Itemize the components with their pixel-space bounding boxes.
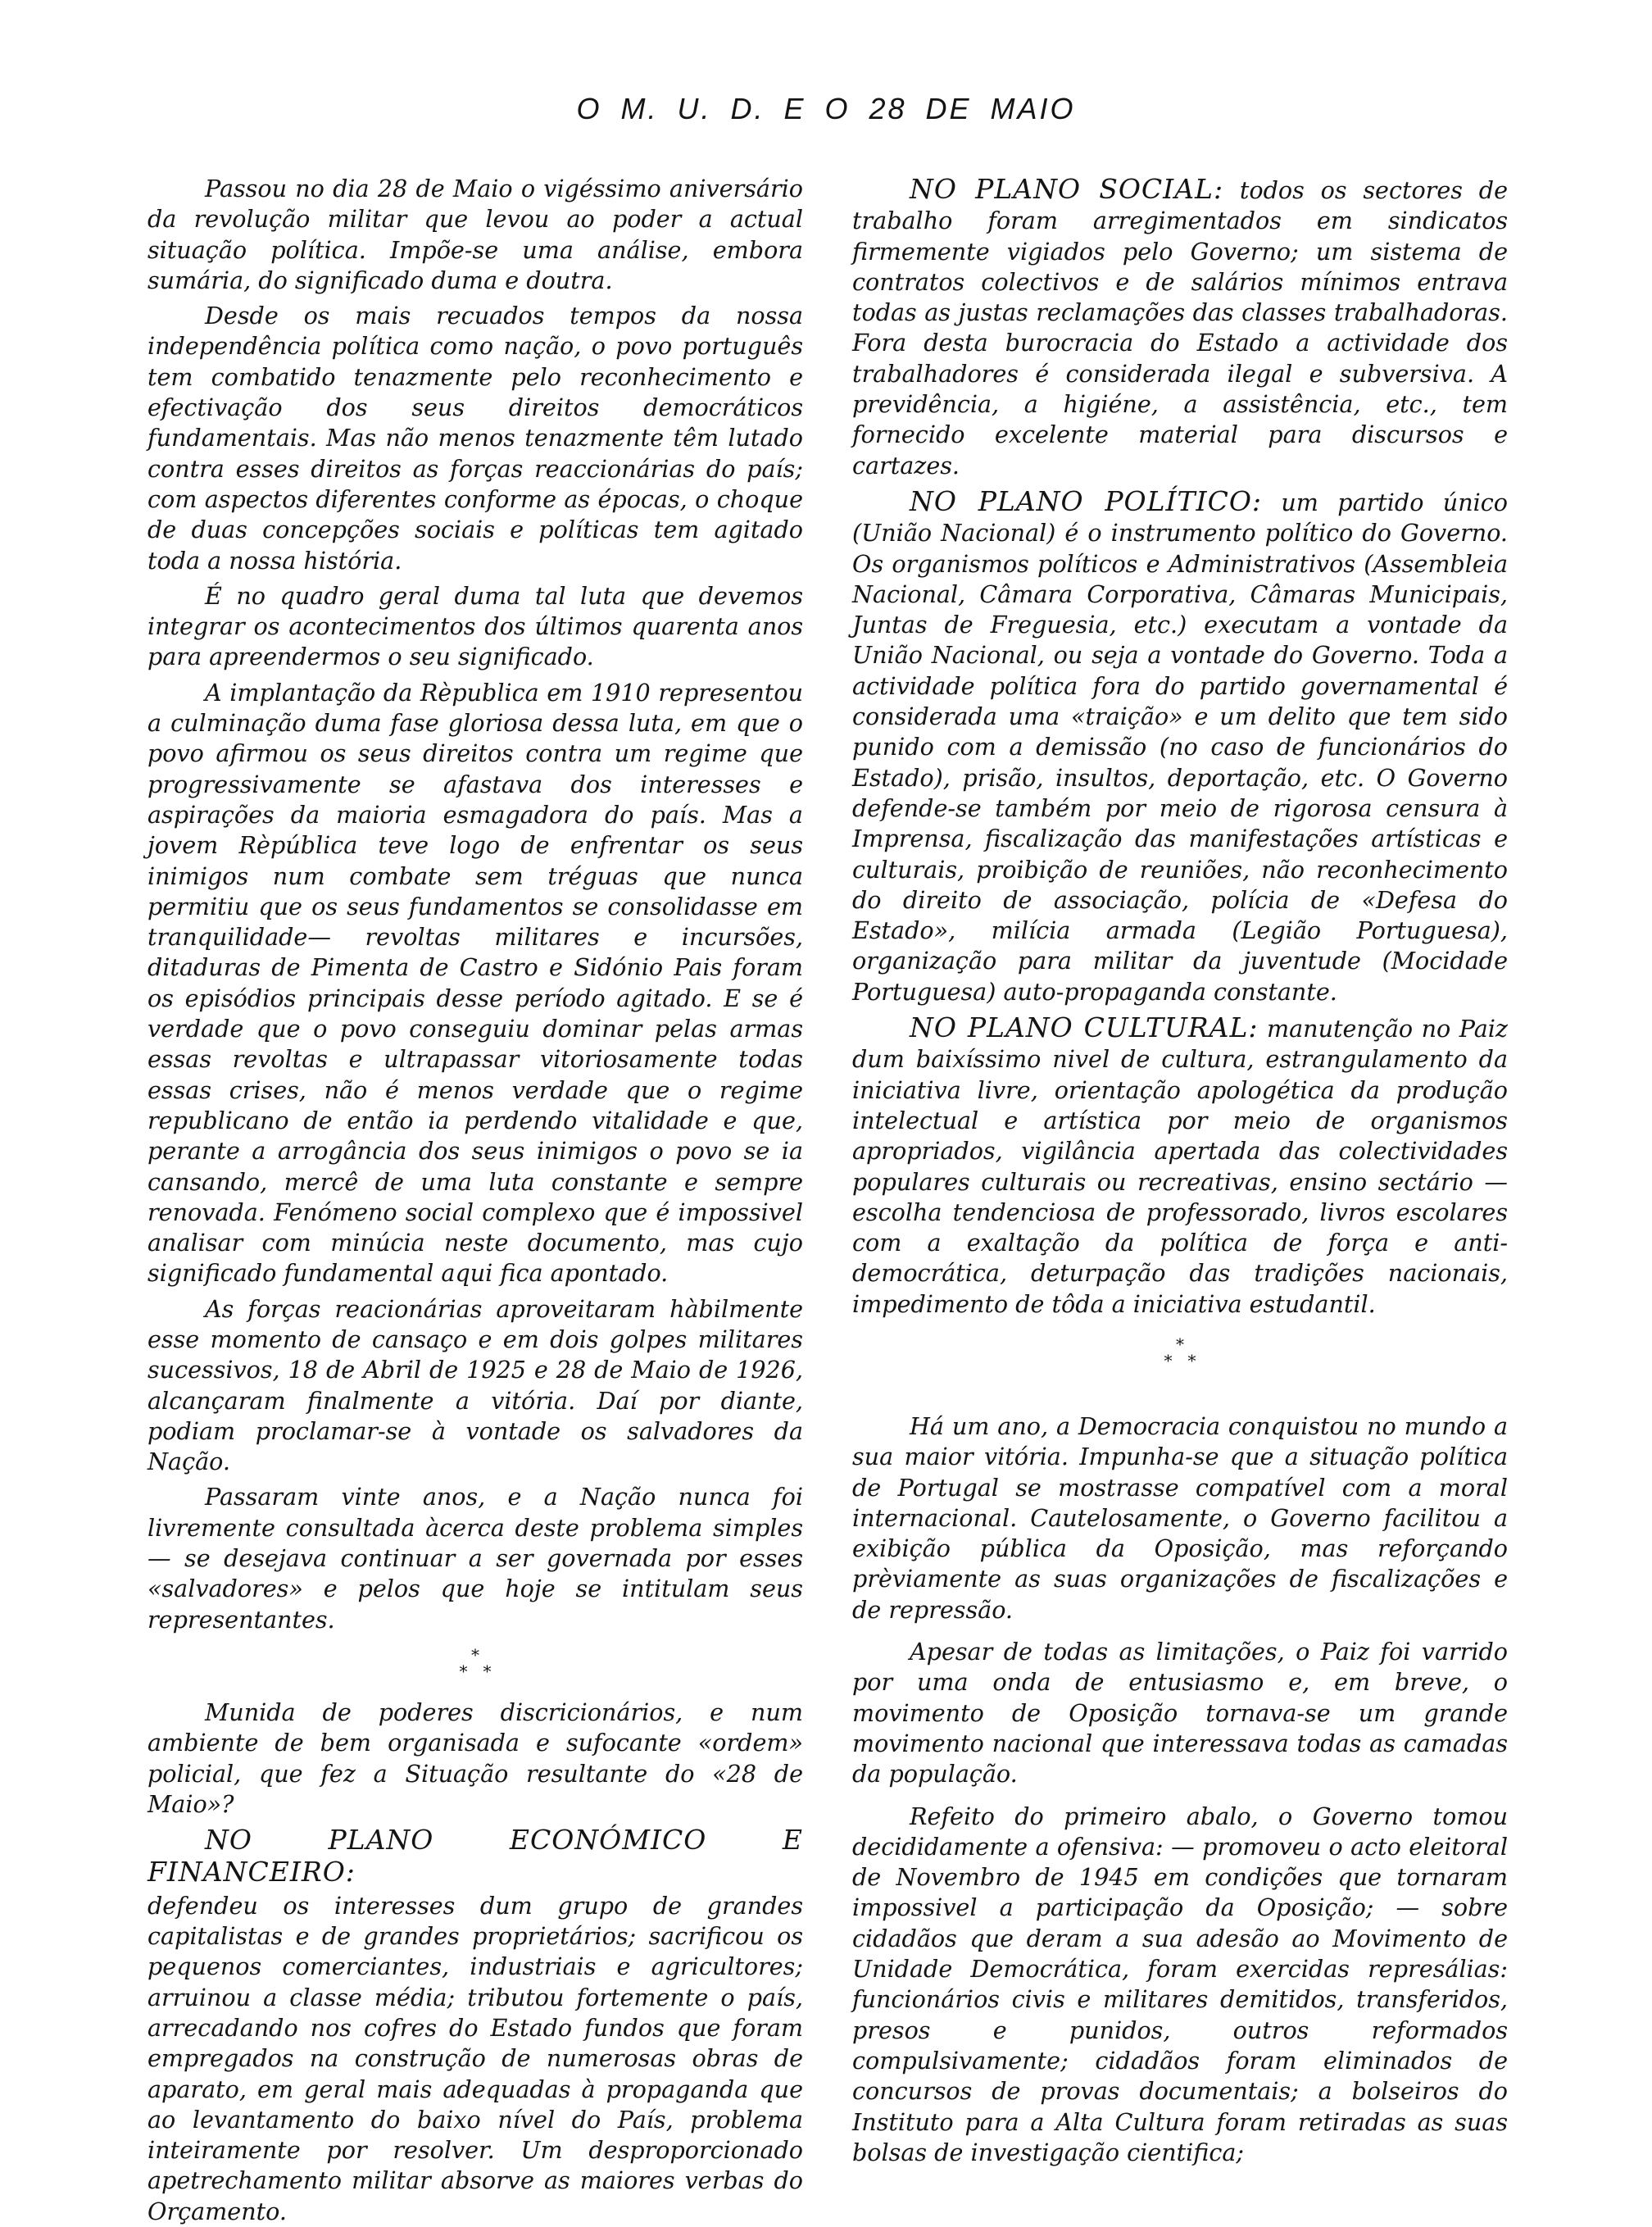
paragraph: defendeu os interesses dum grupo de grandes capitalistas e de grandes proprietários; sacrificou os pequenos comerciantes, industriais e agricultores; arruinou a classe média; tributou fortemente o país, arrecadando nos cofres do Estado fundos que foram empregados na construção de numerosas obras de aparato, em geral mais adequadas à propaganda que ao levantamento do baixo nível do País, problema inteiramente por resolver. Um desproporcionado apetrechamento militar absorve as maiores verbas do Orçamento. [148, 1891, 803, 2225]
paragraph: Desde os mais recuados tempos da nossa independência política como nação, o povo português tem combatido tenazmente pelo reconhecimento e efectivação dos seus direitos democráticos fundamentais. Mas não menos tenazmente têm lutado contra esses direitos as forças reaccionárias do país; com aspectos diferentes conforme as épocas, o choque de duas concepções sociais e políticas tem agitado toda a nossa história. [148, 302, 803, 575]
section-social [852, 174, 1508, 481]
cultural-text: manutenção no Paiz dum baixíssimo nivel de cultura, estrangulamento da iniciativa livre, orientação apologética da produção intelectual e artística por meio de organismos apropriados, vigilância apertada das colectividades populares culturais ou recreativas, ensino sectário — escolha tendenciosa de professorado, livros escolares com a exaltação da política de força e anti-democrática, deturpação das tradições nacionais, impedimento de tôda a iniciativa estudantil. [852, 1015, 1509, 1318]
paragraph: A implantação da Rèpublica em 1910 representou a culminação duma fase gloriosa dessa luta, em que o povo afirmou os seus direitos contra um regime que progressivamente se afastava dos interesses e aspirações da maioria esmagadora do país. Mas a jovem Rèpública teve logo de enfrentar os seus inimigos num combate sem tréguas que nunca permitiu que os seus fundamentos se consolidasse em tranquilidade— revoltas militares e incursões, ditaduras de Pimenta de Castro e Sidónio Pais foram os episódios principais desse período agitado. E se é verdade que o povo conseguiu dominar pelas armas essas revoltas e ultrapassar vitoriosamente todas essas crises, não é menos verdade que o regime republicano de então ia perdendo vitalidade e que, perante a arrogância dos seus inimigos o povo se ia cansando, mercê de uma luta constante e sempre renovada. Fenómeno social complexo que é impossivel analisar com minúcia neste documento, mas cujo significado fundamental aqui fica apontado. [148, 678, 803, 1288]
right-column [852, 173, 1509, 2166]
section-separator: * * * [459, 1644, 492, 1681]
page-title: O M. U. D. E O 28 DE MAIO [576, 92, 1076, 125]
heading-cultural: NO PLANO CULTURAL: [910, 1011, 1259, 1044]
political-text: um partido único (União Nacional) é o instrumento político do Governo. Os organismos políticos e Administrativos (Assembleia Nacional, Câmara Corporativa, Câmaras Municipais, Juntas de Freguesia, etc.) executam a vontade da União Nacional, ou seja a vontade do Governo. Toda a actividade política fora do partido governamental é considerada uma «traição» e um delito que tem sido punido com a demissão (no caso de funcionários do Estado), prisão, insultos, deportação, etc. O Governo defende-se também por meio de rigorosa censura à Imprensa, fiscalização das manifestações artísticas e culturais, proibição de reuniões, não reconhecimento do direito de associação, polícia de «Defesa do Estado», milícia armada (Legião Portuguesa), organização para militar da juventude (Mocidade Portuguesa) auto-propaganda constante. [852, 488, 1508, 1006]
heading-social: NO PLANO SOCIAL: [910, 173, 1224, 205]
paragraph: Refeito do primeiro abalo, o Governo tomou decididamente a ofensiva: — promoveu o acto eleitoral de Novembro de 1945 em condições que tornaram impossivel a participação da Oposição; — sobre cidadãos que deram a sua adesão ao Movimento de Unidade Democrática, foram exercidas represálias: funcionários civis e militares demitidos, transferidos, presos e punidos, outros reformados compulsivamente; cidadãos foram eliminados de concursos de provas documentais; a bolseiros do Instituto para a Alta Cultura foram retiradas as suas bolsas de investigação cientifica; [852, 1802, 1508, 2166]
heading-economic-paragraph [148, 1825, 803, 1889]
section-cultural [852, 1012, 1508, 1320]
left-column [148, 174, 803, 2225]
paragraph: Há um ano, a Democracia conquistou no mundo a sua maior vitória. Impunha-se que a situação política de Portugal se mostrasse compatível com a moral internacional. Cautelosamente, o Governo facilitou a exibição pública da Oposição, mas reforçando prèviamente as suas organizações de fiscalizações e de repressão. [852, 1411, 1508, 1624]
paragraph: Apesar de todas as limitações, o Paiz foi varrido por uma onda de entusiasmo e, em breve, o movimento de Oposição tornava-se um grande movimento nacional que interessava todas as camadas da população. [852, 1638, 1508, 1788]
paragraph: Munida de poderes discricionários, e num ambiente de bem organisada e sufocante «ordem» policial, que fez a Situação resultante do «28 de Maio»? [148, 1698, 803, 1818]
paragraph: É no quadro geral duma tal luta que devemos integrar os acontecimentos dos últimos quarenta anos para apreendermos o seu significado. [148, 581, 803, 671]
paragraph: As forças reacionárias aproveitaram hàbilmente esse momento de cansaço e em dois golpes militares sucessivos, 18 de Abril de 1925 e 28 de Maio de 1926, alcançaram finalmente a vitória. Daí por diante, podiam proclamar-se à vontade os salvadores da Nação. [148, 1294, 803, 1476]
section-political [852, 486, 1508, 1007]
section-separator: * * * [1164, 1334, 1196, 1370]
paragraph: Passou no dia 28 de Maio o vigéssimo aniversário da revolução militar que levou ao poder a actual situação política. Impõe-se uma análise, embora sumária, do significado duma e doutra. [148, 175, 803, 294]
paragraph: Passaram vinte anos, e a Nação nunca foi livremente consultada àcerca deste problema simples— se desejava continuar a ser governada por esses «salvadores» e pelos que hoje se intitulam seus representantes. [148, 1483, 803, 1634]
social-text: todos os sectores de trabalho foram arregimentados em sindicatos firmemente vigiados pelo Governo; um sistema de contratos colectivos e de salários mínimos entrava todas as justas reclamações das classes trabalhadoras. Fora desta burocracia do Estado a actividade dos trabalhadores é considerada ilegal e subversiva. A previdência, a higiéne, a assistência, etc., tem fornecido excelente material para discursos e cartazes. [852, 176, 1508, 479]
heading-political: NO PLANO POLÍTICO: [910, 484, 1263, 517]
heading-economic: NO PLANO ECONÓMICO E FINANCEIRO: [148, 1824, 803, 1888]
